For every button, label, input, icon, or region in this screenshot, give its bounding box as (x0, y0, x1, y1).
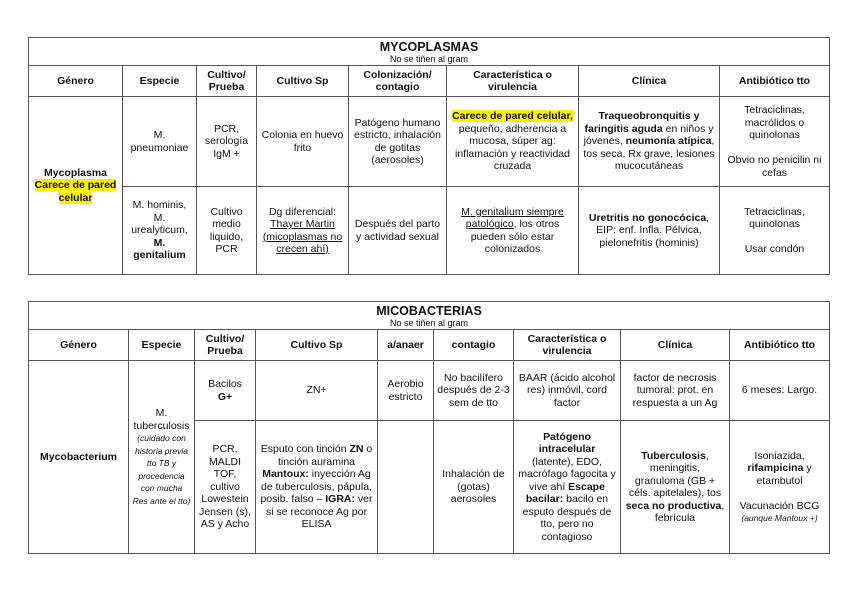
aanaer-1: Aerobio estricto (378, 361, 434, 421)
header-caracteristica: Característica o virulencia (514, 330, 621, 361)
especie-pneumoniae: M. pneumoniae (123, 97, 197, 187)
clinica-1: factor de necrosis tumoral: prot. en respuesta a un Ag (621, 361, 730, 421)
cultivo-sp-1: Colonia en huevo frito (257, 97, 349, 187)
aanaer-2 (378, 421, 434, 554)
especie-tuberculosis-note: (cuidado con historia previa tto TB y procedencia con mucha Res ante el tto) (132, 433, 191, 506)
cultivo-sp-1: ZN+ (256, 361, 378, 421)
antibiotico-2-b: y etambutol (756, 462, 812, 487)
caracteristica-1 (447, 97, 579, 187)
clinica-2 (621, 421, 730, 554)
cultivo-sp-2-d: ver si se reconoce Ag por ELISA (266, 493, 373, 531)
micobacterias-subtitle: No se tiñen al gram (29, 318, 830, 330)
caracteristica-2-bold-b: Escape bacilar: (525, 480, 605, 506)
clinica-2-text-a: , meningitis, granuloma (GB + céls. apitelales), tos (628, 449, 722, 499)
antibiotico-1-b: Obvio no penicilin ni cefas (727, 154, 822, 179)
antibiotico-1 (720, 97, 830, 187)
header-genero: Género (29, 330, 129, 361)
caracteristica-2-underlined: M. genitalium siempre patológico (461, 205, 564, 230)
especie-hominis-text: M. hominis, M. urealyticum, (131, 199, 188, 237)
colonizacion-1: Patógeno humano estricto, inhalación de gotitas (aerosoles) (349, 97, 447, 187)
caracteristica-2 (447, 187, 579, 275)
especie-hominis (123, 187, 197, 275)
cultivo-sp-2-igra: IGRA: (325, 493, 356, 506)
header-antibiotico: Antibiótico tto (720, 66, 830, 97)
colonizacion-2: Después del parto y actividad sexual (349, 187, 447, 275)
genus-name: Mycoplasma (43, 166, 108, 179)
contagio-2: Inhalación de (gotas) aerosoles (434, 421, 514, 554)
micobacterias-table (28, 301, 830, 554)
genus-cell (29, 97, 123, 275)
cultivo-prueba-2: PCR, MALDI TOF, cultivo Lowestein Jensen (s), AS y Acho (195, 421, 256, 554)
clinica-1-text-a: en niños y jóvenes, (583, 122, 714, 148)
contagio-1: No bacilífero después de 2-3 sem de tto (434, 361, 514, 421)
antibiotico-2-italic: (aunque Mantoux +) (741, 513, 818, 523)
antibiotico-2 (720, 187, 830, 275)
cultivo-sp-2-underlined: Thayer Martin (micoplasmas no crecen ahí) (262, 218, 343, 255)
header-colonizacion: Colonización/ contagio (349, 66, 447, 97)
clinica-1 (579, 97, 720, 187)
cultivo-sp-2-b: o tinción auramina (277, 443, 373, 468)
clinica-2-text-b: , febrícula (654, 499, 725, 524)
clinica-2-bold-a: Tuberculosis (641, 449, 706, 462)
cultivo-sp-2-c: inyección Ag de tuberculosis, pápula, posib. falso – (260, 468, 372, 506)
micobacterias-title: MICOBACTERIAS (29, 302, 830, 319)
antibiotico-2-a: Isoniazida, (754, 449, 805, 462)
caracteristica-1: BAAR (ácido alcohol res) inmóvil, cord factor (514, 361, 621, 421)
cultivo-prueba-1 (195, 361, 256, 421)
header-antibiotico: Antibiótico tto (730, 330, 830, 361)
cultivo-prueba-1-text: Bacilos (208, 378, 242, 390)
caracteristica-1-highlight: Carece de pared celular, (452, 110, 573, 123)
genus-highlight: Carece de pared celular (34, 179, 117, 204)
antibiotico-2-c: Vacunación BCG (739, 499, 820, 512)
clinica-2-text: , EIP: enf. Infla. Pélvica, pielonefritis (hominis) (596, 211, 710, 249)
caracteristica-2-text-b: bacilo en esputo después de tto, pero no contagioso (522, 493, 612, 543)
caracteristica-2-text-a: (latente), EDO, macrófago fagocita y vive ahí (518, 455, 616, 493)
mycoplasmas-title: MYCOPLASMAS (29, 38, 830, 55)
cultivo-prueba-1-bold: G+ (217, 390, 233, 403)
antibiotico-2 (730, 421, 830, 554)
cultivo-sp-2-a: Esputo con tinción (260, 443, 350, 456)
antibiotico-2-b: Usar condón (744, 243, 805, 255)
header-cultivo-prueba: Cultivo/ Prueba (197, 66, 257, 97)
header-aanaer: a/anaer (378, 330, 434, 361)
header-cultivo-sp: Cultivo Sp (256, 330, 378, 361)
clinica-1-bold-b: neumonía atípica (625, 135, 712, 148)
header-contagio: contagio (434, 330, 514, 361)
header-especie: Especie (123, 66, 197, 97)
genus-mycobacterium: Mycobacterium (29, 361, 129, 554)
especie-tuberculosis-name: M. tuberculosis (133, 407, 190, 432)
caracteristica-2-text: , los otros pueden sólo estar colonizados (470, 218, 560, 255)
antibiotico-2-bold: rifampicina (747, 462, 804, 474)
clinica-1-text-b: , tos seca, Rx grave, lesiones mucocutáneas (583, 135, 715, 173)
header-cultivo-prueba: Cultivo/ Prueba (195, 330, 256, 361)
clinica-2-bold: Uretritis no gonocócica (588, 211, 707, 224)
mycoplasmas-subtitle: No se tiñen al gram (29, 54, 830, 66)
mycoplasmas-table (28, 37, 830, 275)
clinica-1-bold-a: Traqueobronquitis y faringitis aguda (584, 110, 700, 135)
caracteristica-1-text: pequeño, adherencia a mucosa, súper ag: inflamación y reactividad cruzada (455, 122, 570, 173)
cultivo-prueba-2: Cultivo medio liquido, PCR (197, 187, 257, 275)
clinica-2 (579, 187, 720, 275)
antibiotico-2-a: Tetraciclinas, quinolonas (744, 205, 805, 230)
cultivo-sp-2-text: Dg diferencial: (268, 205, 337, 218)
caracteristica-2 (514, 421, 621, 554)
cultivo-sp-2 (256, 421, 378, 554)
cultivo-sp-2 (257, 187, 349, 275)
header-caracteristica: Característica o virulencia (447, 66, 579, 97)
header-cultivo-sp: Cultivo Sp (257, 66, 349, 97)
clinica-2-bold-b: seca no productiva (625, 499, 722, 512)
header-clinica: Clínica (579, 66, 720, 97)
cultivo-sp-2-zn: ZN (349, 443, 364, 456)
cultivo-sp-2-mantoux: Mantoux: (262, 468, 309, 481)
antibiotico-1: 6 meses: Largo. (730, 361, 830, 421)
header-clinica: Clínica (621, 330, 730, 361)
cultivo-prueba-1: PCR, serología IgM + (197, 97, 257, 187)
header-genero: Género (29, 66, 123, 97)
caracteristica-2-bold-a: Patógeno intracelular (538, 430, 596, 456)
antibiotico-1-a: Tetraciclinas, macrólidos o quinolonas (744, 104, 805, 141)
header-especie: Especie (129, 330, 195, 361)
especie-tuberculosis (129, 361, 195, 554)
especie-genitalium: M. genitalium (133, 236, 186, 262)
